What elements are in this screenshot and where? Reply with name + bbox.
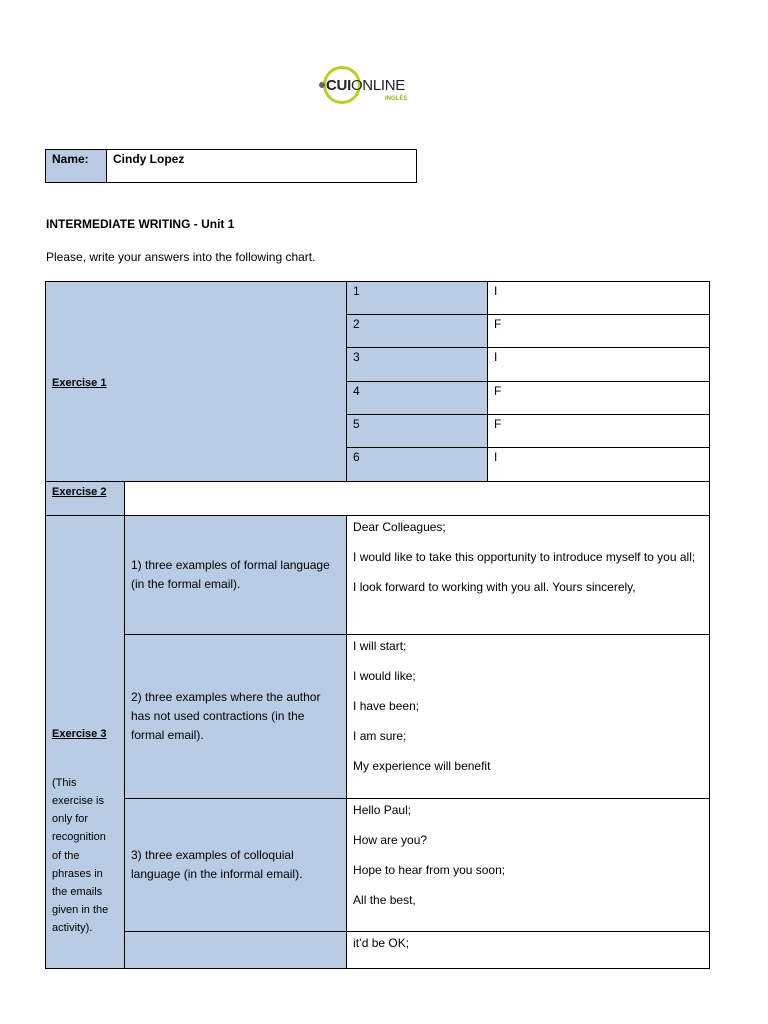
exercise2-row [46, 482, 710, 516]
exercise3-answers [347, 799, 710, 932]
page-heading: INTERMEDIATE WRITING - Unit 1 [46, 217, 235, 231]
exercise3-answers [347, 516, 710, 635]
name-label: Name: [46, 150, 107, 183]
answer-line: I will start; [353, 639, 407, 653]
exercise1-num: 3 [347, 348, 488, 382]
answer-line: I have been; [353, 699, 420, 713]
exercise3-question [125, 932, 347, 969]
logo-subtitle: INGLÉS [385, 96, 408, 102]
exercise1-num: 1 [347, 282, 488, 315]
exercise2-label-cell [46, 482, 125, 516]
exercise2-answer [125, 482, 710, 516]
exercise1-label: Exercise 1 [52, 376, 107, 389]
exercise3-row [46, 516, 710, 635]
exercise3-question: 1) three examples of formal language (in the formal email). [125, 516, 347, 635]
exercise1-answer: I [488, 348, 710, 382]
name-value: Cindy Lopez [107, 150, 417, 183]
answer-line: I look forward to working with you all. Yours sincerely, [353, 580, 636, 594]
exercise3-question: 3) three examples of colloquial language (in the informal email). [125, 799, 347, 932]
logo-wordmark: CUIONLINE [326, 77, 405, 94]
answer-line: it’d be OK; [353, 936, 410, 950]
exercise3-answers [347, 635, 710, 799]
instruction-text: Please, write your answers into the following chart. [46, 250, 316, 264]
exercise1-num: 2 [347, 315, 488, 348]
exercise1-num: 4 [347, 382, 488, 415]
answer-line: I would like; [353, 669, 416, 683]
exercise3-label: Exercise 3 [52, 728, 107, 740]
exercise2-label: Exercise 2 [52, 486, 107, 498]
exercise1-answer: F [488, 315, 710, 348]
exercise1-answer: I [488, 448, 710, 482]
logo-dot [319, 82, 325, 88]
exercise3-label-cell [46, 516, 125, 969]
exercise3-note: (This exercise is only for recognition of the phrases in the emails given in the activity). [52, 777, 109, 935]
cuionline-logo [318, 64, 418, 114]
answer-line: How are you? [353, 833, 428, 847]
answer-line: I am sure; [353, 729, 407, 743]
exercise1-label-cell [46, 282, 347, 482]
exercise3-row [46, 932, 710, 969]
exercise3-row [46, 635, 710, 799]
answer-line: My experience will benefit [353, 759, 491, 773]
exercise1-answer: F [488, 382, 710, 415]
answer-line: Hello Paul; [353, 803, 412, 817]
exercise1-answer: I [488, 282, 710, 315]
exercise1-answer: F [488, 415, 710, 448]
name-table [45, 149, 417, 183]
exercise1-num: 6 [347, 448, 488, 482]
answer-line: All the best, [353, 893, 416, 907]
exercise1-row [46, 282, 710, 315]
answer-line: Hope to hear from you soon; [353, 863, 506, 877]
answer-line: Dear Colleagues; [353, 520, 446, 534]
exercise1-num: 5 [347, 415, 488, 448]
exercise3-answers [347, 932, 710, 969]
answer-line: I would like to take this opportunity to introduce myself to you all; [353, 550, 696, 564]
exercise3-question: 2) three examples where the author has not used contractions (in the formal email). [125, 635, 347, 799]
exercise3-row [46, 799, 710, 932]
answers-table [45, 281, 710, 969]
